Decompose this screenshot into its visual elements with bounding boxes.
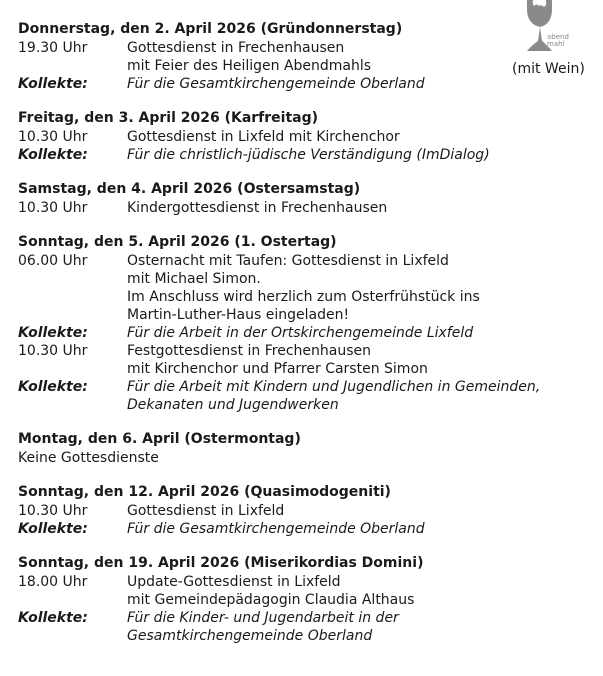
description-line: Im Anschluss wird herzlich zum Osterfrühstück ins xyxy=(127,289,480,305)
collection-description xyxy=(127,609,593,645)
service-heading: Samstag, den 4. April 2026 (Ostersamstag) xyxy=(18,181,361,197)
collection-row xyxy=(18,520,593,538)
collection-description xyxy=(127,146,593,164)
service-description xyxy=(127,199,593,217)
service-block xyxy=(18,233,593,414)
service-row xyxy=(18,39,593,75)
wine-note: (mit Wein) xyxy=(512,61,585,77)
service-block xyxy=(18,483,593,538)
description-line: Für die christlich-jüdische Verständigung (ImDialog) xyxy=(127,147,490,163)
description-line: Gottesdienst in Lixfeld xyxy=(127,503,285,519)
description-line: Osternacht mit Taufen: Gottesdienst in Lixfeld xyxy=(127,253,449,269)
description-line: Für die Arbeit mit Kindern und Jugendlichen in Gemeinden, xyxy=(127,379,541,395)
description-line: Kindergottesdienst in Frechenhausen xyxy=(127,200,388,216)
service-description xyxy=(127,252,593,324)
service-time: 10.30 Uhr xyxy=(18,129,88,145)
logo-line-1: abend xyxy=(547,33,569,41)
description-line: Für die Kinder- und Jugendarbeit in der xyxy=(127,610,399,626)
logo-line-2: mahl xyxy=(547,40,565,48)
collection-row xyxy=(18,146,593,164)
service-schedule xyxy=(18,20,593,661)
collection-label: Kollekte: xyxy=(18,610,88,626)
service-row xyxy=(18,502,593,520)
collection-description xyxy=(127,378,593,414)
service-block xyxy=(18,180,593,217)
service-time: 18.00 Uhr xyxy=(18,574,88,590)
service-description xyxy=(127,128,593,146)
service-time: 10.30 Uhr xyxy=(18,343,88,359)
service-description xyxy=(127,502,593,520)
collection-label: Kollekte: xyxy=(18,325,88,341)
description-line: Für die Gesamtkirchengemeinde Oberland xyxy=(127,521,425,537)
service-description xyxy=(127,39,593,75)
service-row xyxy=(18,252,593,324)
service-description xyxy=(127,342,593,378)
collection-label: Kollekte: xyxy=(18,76,88,92)
service-time: 10.30 Uhr xyxy=(18,503,88,519)
service-description xyxy=(127,573,593,609)
description-line: mit Gemeindepädagogin Claudia Althaus xyxy=(127,592,415,608)
service-time: 10.30 Uhr xyxy=(18,200,88,216)
service-heading: Freitag, den 3. April 2026 (Karfreitag) xyxy=(18,110,319,126)
collection-row xyxy=(18,378,593,414)
collection-description xyxy=(127,75,593,93)
service-row xyxy=(18,199,593,217)
description-line: mit Feier des Heiligen Abendmahls xyxy=(127,58,372,74)
service-time: 19.30 Uhr xyxy=(18,40,88,56)
service-block xyxy=(18,554,593,645)
service-heading: Sonntag, den 5. April 2026 (1. Ostertag) xyxy=(18,234,337,250)
description-line: Gottesdienst in Frechenhausen xyxy=(127,40,345,56)
description-line: Dekanaten und Jugendwerken xyxy=(127,397,339,413)
collection-description xyxy=(127,520,593,538)
description-line: mit Michael Simon. xyxy=(127,271,261,287)
service-heading: Sonntag, den 12. April 2026 (Quasimodogeniti) xyxy=(18,484,391,500)
collection-row xyxy=(18,75,593,93)
description-line: Gottesdienst in Lixfeld mit Kirchenchor xyxy=(127,129,400,145)
service-row xyxy=(18,573,593,609)
description-line: Martin-Luther-Haus eingeladen! xyxy=(127,307,350,323)
service-block xyxy=(18,109,593,164)
service-heading: Donnerstag, den 2. April 2026 (Gründonnerstag) xyxy=(18,21,403,37)
description-line: Gesamtkirchengemeinde Oberland xyxy=(127,628,373,644)
collection-row xyxy=(18,324,593,342)
service-row xyxy=(18,342,593,378)
description-line: mit Kirchenchor und Pfarrer Carsten Simon xyxy=(127,361,428,377)
service-heading: Sonntag, den 19. April 2026 (Miserikordias Domini) xyxy=(18,555,424,571)
no-service-note: Keine Gottesdienste xyxy=(18,450,159,466)
service-block xyxy=(18,20,593,93)
description-line: Festgottesdienst in Frechenhausen xyxy=(127,343,371,359)
collection-row xyxy=(18,609,593,645)
service-row xyxy=(18,128,593,146)
service-heading: Montag, den 6. April (Ostermontag) xyxy=(18,431,301,447)
collection-label: Kollekte: xyxy=(18,379,88,395)
description-line: Für die Gesamtkirchengemeinde Oberland xyxy=(127,76,425,92)
collection-label: Kollekte: xyxy=(18,521,88,537)
collection-description xyxy=(127,324,593,342)
collection-label: Kollekte: xyxy=(18,147,88,163)
description-line: Update-Gottesdienst in Lixfeld xyxy=(127,574,341,590)
service-time: 06.00 Uhr xyxy=(18,253,88,269)
service-block xyxy=(18,430,593,467)
description-line: Für die Arbeit in der Ortskirchengemeinde Lixfeld xyxy=(127,325,474,341)
